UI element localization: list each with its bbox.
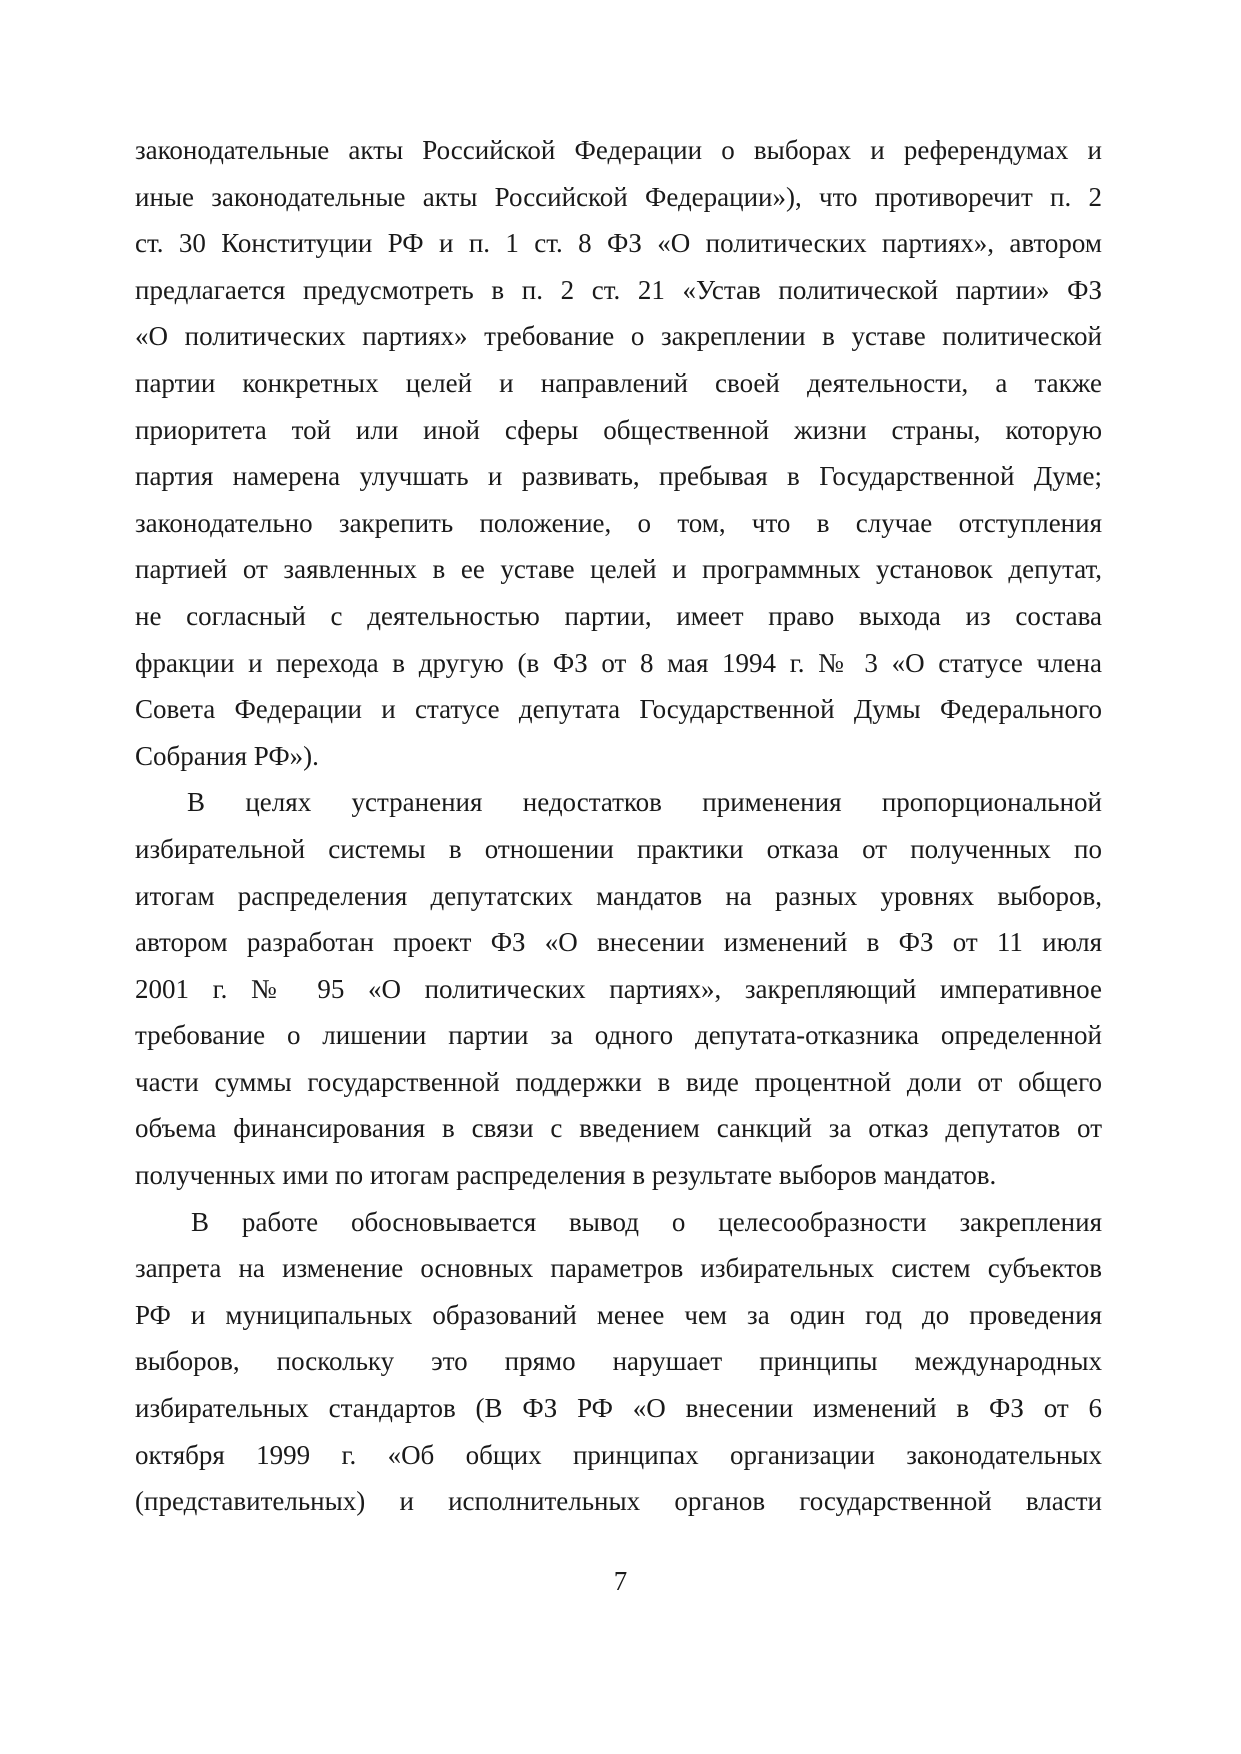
text-line: итогам распределения депутатских мандатов на разных уровнях выборов,: [135, 880, 1102, 911]
text-line: В работе обосновывается вывод о целесообразности закрепления: [191, 1206, 1102, 1237]
text-line: Собрания РФ»).: [135, 740, 319, 771]
text-line: партия намерена улучшать и развивать, пребывая в Государственной Думе;: [135, 461, 1102, 492]
text-line: приоритета той или иной сферы общественной жизни страны, которую: [135, 414, 1102, 445]
text-line: В целях устранения недостатков применения пропорциональной: [187, 787, 1102, 818]
text-line: РФ и муниципальных образований менее чем за один год до проведения: [135, 1299, 1102, 1330]
text-line: ст. 30 Конституции РФ и п. 1 ст. 8 ФЗ «О политических партиях», автором: [135, 228, 1102, 259]
text-line: фракции и перехода в другую (в ФЗ от 8 мая 1994 г. № 3 «О статусе члена: [135, 647, 1102, 678]
text-line: законодательные акты Российской Федерации о выборах и референдумах и: [135, 135, 1102, 165]
text-line: объема финансирования в связи с введением санкций за отказ депутатов от: [135, 1113, 1102, 1144]
text-line: выборов, поскольку это прямо нарушает принципы международных: [135, 1346, 1102, 1377]
text-line: партией от заявленных в ее уставе целей и программных установок депутат,: [135, 554, 1102, 585]
text-line: предлагается предусмотреть в п. 2 ст. 21 «Устав политической партии» ФЗ: [135, 274, 1102, 305]
text-line: партии конкретных целей и направлений своей деятельности, а также: [135, 367, 1102, 398]
text-line: Совета Федерации и статусе депутата Государственной Думы Федерального: [135, 694, 1102, 725]
text-line: избирательных стандартов (В ФЗ РФ «О внесении изменений в ФЗ от 6: [135, 1393, 1102, 1424]
text-line: 2001 г. № 95 «О политических партиях», закрепляющий императивное: [135, 973, 1102, 1004]
text-line: запрета на изменение основных параметров избирательных систем субъектов: [135, 1253, 1102, 1284]
text-line: законодательно закрепить положение, о том, что в случае отступления: [135, 507, 1102, 538]
body-text: [135, 127, 1102, 1525]
text-line: части суммы государственной поддержки в виде процентной доли от общего: [135, 1066, 1102, 1097]
paragraph-3: [135, 1199, 1102, 1525]
text-line: «О политических партиях» требование о закреплении в уставе политической: [135, 321, 1102, 352]
text-line: не согласный с деятельностью партии, имеет право выхода из состава: [135, 600, 1102, 631]
text-line: избирательной системы в отношении практики отказа от полученных по: [135, 833, 1102, 864]
paragraph-1: [135, 127, 1102, 779]
page-number: 7: [613, 1566, 628, 1596]
text-line: (представительных) и исполнительных органов государственной власти: [135, 1486, 1102, 1517]
text-line: полученных ими по итогам распределения в результате выборов мандатов.: [135, 1160, 997, 1191]
text-line: автором разработан проект ФЗ «О внесении изменений в ФЗ от 11 июля: [135, 927, 1102, 958]
text-line: октября 1999 г. «Об общих принципах организации законодательных: [135, 1439, 1102, 1470]
text-line: требование о лишении партии за одного депутата-отказника определенной: [135, 1020, 1102, 1051]
paragraph-2: [135, 779, 1102, 1198]
text-line: иные законодательные акты Российской Федерации»), что противоречит п. 2: [135, 181, 1102, 212]
